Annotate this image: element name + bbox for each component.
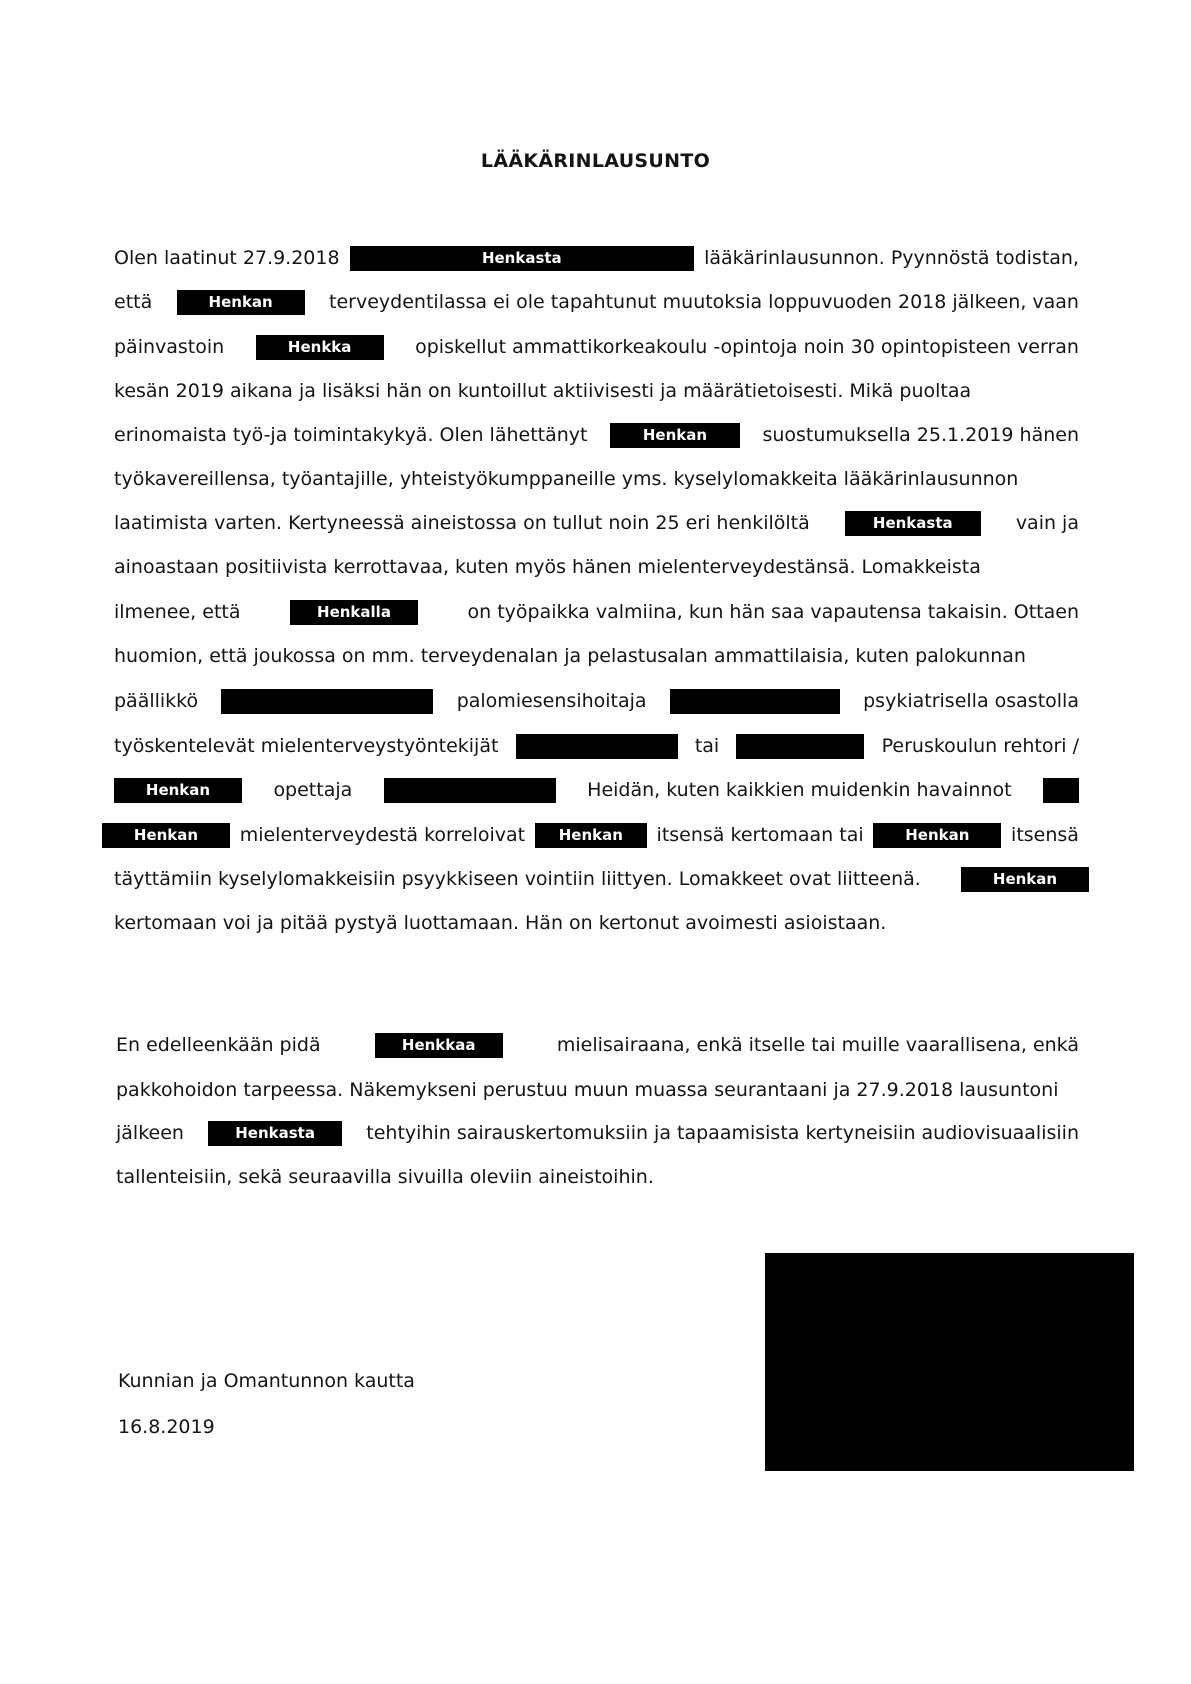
redaction-box [670, 689, 840, 714]
text-segment: huomion, että joukossa on mm. terveydenalan ja pelastusalan ammattilaisia, kuten palokunnan [114, 645, 1026, 667]
p2-line-3 [116, 1118, 1079, 1148]
document-title: LÄÄKÄRINLAUSUNTO [480, 150, 711, 172]
redaction-box [516, 734, 678, 759]
redaction-box: Henkan [961, 867, 1089, 892]
text-segment: lääkärinlausunnon. Pyynnöstä todistan, [704, 247, 1079, 269]
text-segment: ainoastaan positiivista kerrottavaa, kuten myös hänen mielenterveydestänsä. Lomakkeista [114, 556, 981, 578]
redaction-box: Henkka [256, 335, 384, 360]
p2-line-4 [116, 1162, 1079, 1192]
text-segment: Peruskoulun rehtori / [881, 735, 1079, 757]
closing-phrase: Kunnian ja Omantunnon kautta [118, 1370, 415, 1392]
p1-line-14 [102, 820, 1079, 850]
text-segment: jälkeen [116, 1122, 184, 1144]
text-segment: opiskellut ammattikorkeakoulu -opintoja noin 30 opintopisteen verran [415, 336, 1079, 358]
p1-line-1 [114, 243, 1079, 273]
text-segment: itsensä kertomaan tai [656, 824, 864, 846]
text-segment: mielenterveydestä korreloivat [239, 824, 526, 846]
p1-line-9 [114, 597, 1079, 627]
p1-line-16 [114, 908, 1079, 938]
text-segment: työkavereillensa, työantajille, yhteistyökumppaneille yms. kyselylomakkeita lääkärinlausunnon [114, 468, 1019, 490]
p1-line-2 [114, 287, 1079, 317]
text-segment: laatimista varten. Kertyneessä aineistossa on tullut noin 25 eri henkilöltä [114, 512, 810, 534]
redaction-box: Henkan [873, 823, 1001, 848]
p2-line-2 [116, 1075, 1079, 1105]
text-segment: vain ja [1015, 512, 1079, 534]
text-segment: kertomaan voi ja pitää pystyä luottamaan. Hän on kertonut avoimesti asioistaan. [114, 912, 887, 934]
redaction-box: Henkan [102, 823, 230, 848]
text-segment: erinomaista työ-ja toimintakykyä. Olen lähettänyt [114, 424, 588, 446]
p1-line-5 [114, 420, 1079, 450]
text-segment: tai [694, 735, 720, 757]
text-segment: palomiesensihoitaja [456, 690, 647, 712]
text-segment: itsensä [1011, 824, 1079, 846]
redaction-box: Henkalla [290, 600, 418, 625]
text-segment: päinvastoin [114, 336, 225, 358]
text-segment: työskentelevät mielenterveystyöntekijät [114, 735, 499, 757]
text-segment: opettaja [273, 779, 353, 801]
redaction-box: Henkan [535, 823, 647, 848]
text-segment: pakkohoidon tarpeessa. Näkemykseni perustuu muun muassa seurantaani ja 27.9.2018 lausuntoni [116, 1079, 1059, 1101]
p1-line-6 [114, 464, 1079, 494]
text-segment: mielisairaana, enkä itselle tai muille vaarallisena, enkä [556, 1034, 1079, 1056]
text-segment: psykiatrisella osastolla [863, 690, 1079, 712]
text-segment: kesän 2019 aikana ja lisäksi hän on kuntoillut aktiivisesti ja määrätietoisesti. Mikä puoltaa [114, 380, 972, 402]
p1-line-8 [114, 552, 1079, 582]
text-segment: suostumuksella 25.1.2019 hänen [762, 424, 1079, 446]
p1-line-15 [114, 864, 1089, 894]
text-segment: on työpaikka valmiina, kun hän saa vapautensa takaisin. Ottaen [467, 601, 1079, 623]
text-segment: tallenteisiin, sekä seuraavilla sivuilla oleviin aineistoihin. [116, 1166, 654, 1188]
text-segment: päällikkö [114, 690, 199, 712]
text-segment: En edelleenkään pidä [116, 1034, 321, 1056]
redaction-box: Henkan [114, 778, 242, 803]
text-segment: täyttämiin kyselylomakkeisiin psyykkiseen vointiin liittyen. Lomakkeet ovat liitteenä. [114, 868, 921, 890]
redaction-box [221, 689, 433, 714]
p2-line-1 [116, 1030, 1079, 1060]
p1-line-10 [114, 641, 1079, 671]
text-segment: että [114, 291, 153, 313]
p1-line-4 [114, 376, 1079, 406]
redaction-box: Henkasta [208, 1121, 342, 1146]
text-segment: Olen laatinut 27.9.2018 [114, 247, 340, 269]
p1-line-12 [114, 731, 1079, 761]
redaction-box: Henkasta [350, 246, 694, 271]
redaction-box: Henkan [177, 290, 305, 315]
redaction-box [384, 778, 556, 803]
redaction-box: Henkasta [845, 511, 981, 536]
p1-line-13 [114, 775, 1079, 805]
p1-line-11 [114, 686, 1079, 716]
text-segment: Heidän, kuten kaikkien muidenkin havainnot [587, 779, 1012, 801]
redaction-box [1043, 778, 1079, 803]
text-segment: terveydentilassa ei ole tapahtunut muutoksia loppuvuoden 2018 jälkeen, vaan [329, 291, 1079, 313]
signature-redaction-box [765, 1253, 1134, 1471]
text-segment: ilmenee, että [114, 601, 241, 623]
redaction-box: Henkkaa [375, 1033, 503, 1058]
text-segment: tehtyihin sairauskertomuksiin ja tapaamisista kertyneisiin audiovisuaalisiin [366, 1122, 1079, 1144]
p1-line-7 [114, 508, 1079, 538]
closing-date: 16.8.2019 [118, 1416, 215, 1438]
redaction-box: Henkan [610, 423, 740, 448]
redaction-box [736, 734, 864, 759]
p1-line-3 [114, 332, 1079, 362]
